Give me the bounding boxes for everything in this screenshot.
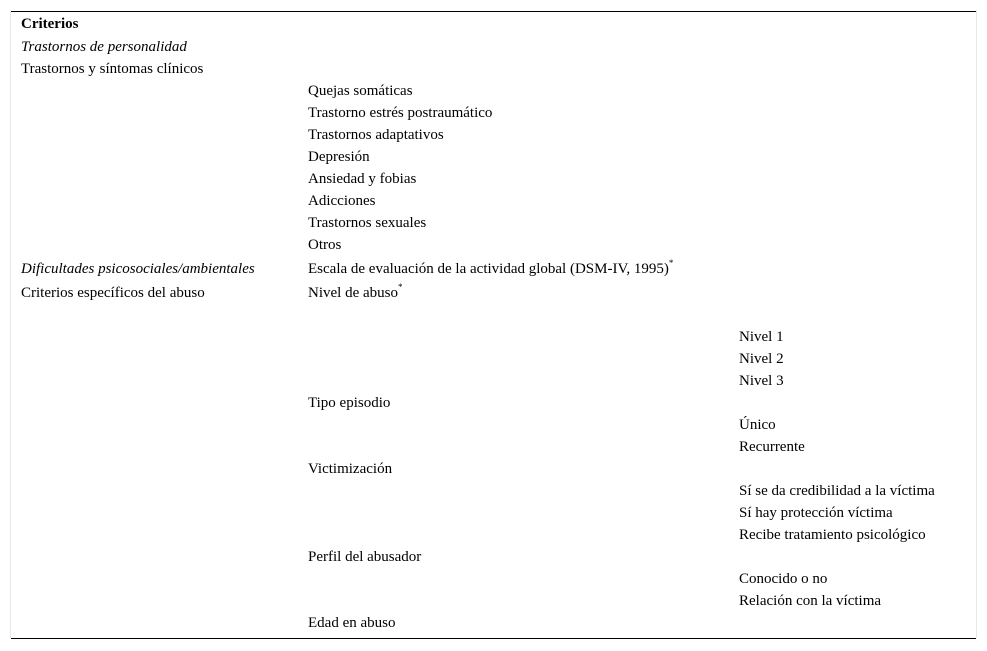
row-edad: Edad en abuso (308, 615, 396, 631)
row-estres: Trastorno estrés postraumático (308, 105, 493, 121)
row-tipo-episodio: Tipo episodio (308, 395, 391, 411)
row-otros: Otros (308, 237, 342, 253)
row-ansiedad: Ansiedad y fobias (308, 171, 417, 187)
table-top-rule (11, 11, 976, 12)
row-nivel-abuso-text: Nivel de abuso (308, 285, 398, 301)
footnote-mark: * (397, 282, 403, 292)
row-personalidad: Trastornos de personalidad (21, 39, 187, 55)
row-nivel-abuso (308, 284, 402, 302)
footnote-mark: * (668, 258, 674, 268)
row-conocido: Conocido o no (739, 571, 828, 587)
row-relacion: Relación con la víctima (739, 593, 882, 609)
row-nivel3: Nivel 3 (739, 373, 784, 389)
row-credibilidad: Sí se da credibilidad a la víctima (739, 483, 935, 499)
row-adicciones: Adicciones (308, 193, 376, 209)
row-nivel1: Nivel 1 (739, 329, 784, 345)
row-proteccion: Sí hay protección víctima (739, 505, 893, 521)
row-adaptativos: Trastornos adaptativos (308, 127, 444, 143)
row-escala (308, 260, 673, 278)
row-clinicos: Trastornos y síntomas clínicos (21, 61, 204, 77)
row-dificultades: Dificultades psicosociales/ambientales (21, 261, 255, 277)
row-tratamiento: Recibe tratamiento psicológico (739, 527, 926, 543)
row-unico: Único (739, 417, 776, 433)
row-nivel2: Nivel 2 (739, 351, 784, 367)
row-especificos: Criterios específicos del abuso (21, 285, 205, 301)
row-recurrente: Recurrente (739, 439, 805, 455)
row-sexuales: Trastornos sexuales (308, 215, 427, 231)
table-header: Criterios (21, 16, 79, 32)
row-victimizacion: Victimización (308, 461, 393, 477)
row-quejas: Quejas somáticas (308, 83, 413, 99)
row-escala-text: Escala de evaluación de la actividad global (DSM-IV, 1995) (308, 261, 669, 277)
row-perfil: Perfil del abusador (308, 549, 422, 565)
table-bottom-rule (11, 638, 976, 639)
row-depresion: Depresión (308, 149, 370, 165)
